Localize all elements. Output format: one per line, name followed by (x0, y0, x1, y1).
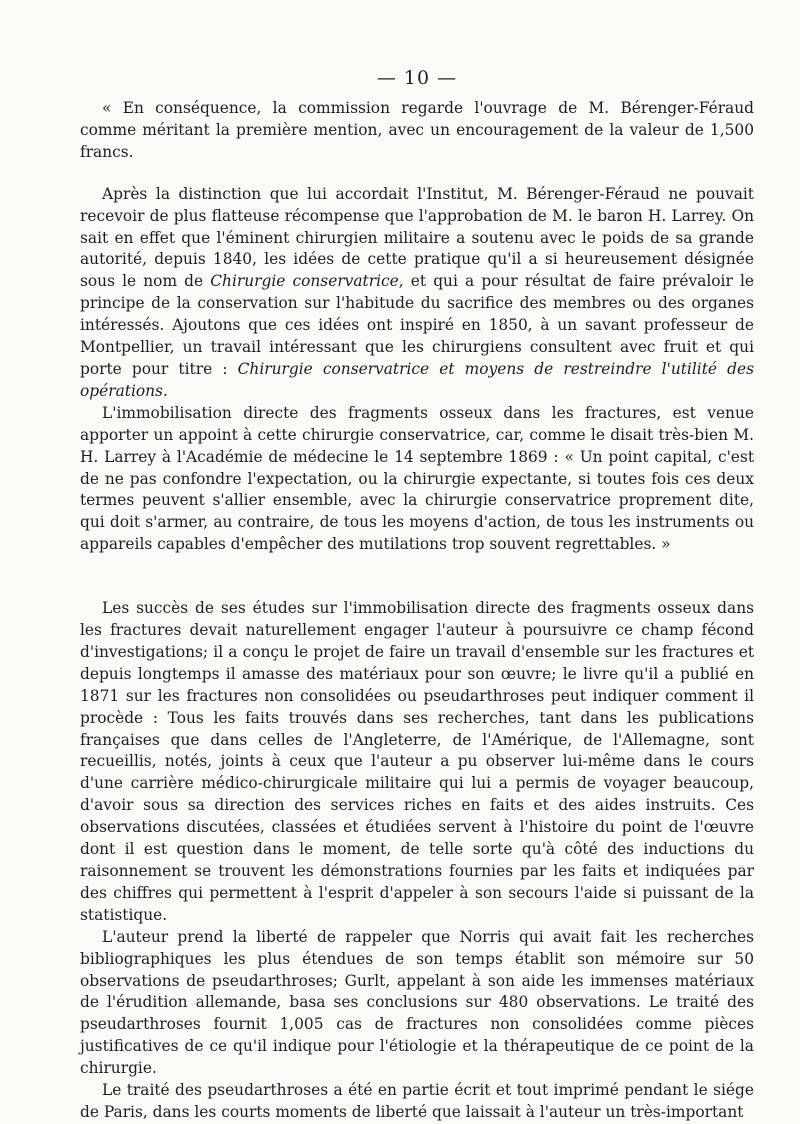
paragraph-distinction-text-1: Après la distinction que lui accordait l'Institut, M. Bérenger-Féraud ne pouvait recevoir de plus flatteuse récompense que l'approbation de M. le baron H. Larrey. On sait en effet que l'éminent chirurgien militaire a soutenu avec le poids de sa grande autorité, depuis 1840, les idées de cette pratique qu'il a si heureusement désignée sous le nom de (80, 184, 754, 291)
paragraph-norris: L'auteur prend la liberté de rappeler que Norris qui avait fait les recherches bibliographiques les plus étendues de son temps établit son mémoire sur 50 observations de pseudarthroses; Gurlt, appelant à son aide les immenses matériaux de l'érudition allemande, basa ses conclusions sur 480 observations. Le traité des pseudarthroses fournit 1,005 cas de fractures non consolidées comme pièces justificatives de ce qu'il indique pour l'étiologie et la thérapeutique de ce point de la chirurgie. (80, 927, 754, 1078)
paragraph-distinction-text-2: , et qui a pour résultat de faire prévaloir le principe de la conservation sur l'habitude du sacrifice des membres ou des organes intéressés. Ajoutons que ces idées ont inspiré en 1850, à un savant professeur de Montpellier, un travail intéressant que les chirurgiens consultent avec fruit et qui porte pour titre : (80, 272, 754, 378)
paragraph-succes: Les succès de ses études sur l'immobilisation directe des fragments osseux dans les fractures devait naturellement engager l'auteur à poursuivre ce champ fécond d'investigations; il a conçu le projet de faire un travail d'ensemble sur les fractures et depuis longtemps il amasse des matériaux pour son œuvre; le livre qu'il a publié en 1871 sur les fractures non consolidées ou pseudarthroses peut indiquer comment il procède : Tous les faits trouvés dans ses recherches, tant dans les publications françaises que dans celles de l'Angleterre, de l'Amérique, de l'Allemagne, sont recueillis, notés, joints à ceux que l'auteur a pu observer lui-même dans le cours d'une carrière médico-chirurgicale militaire qui lui a permis de voyager beaucoup, d'avoir sous sa direction des services riches en faits et des aides instruits. Ces observations discutées, classées et étudiées servent à l'histoire du point de l'œuvre dont il est question dans le moment, de telle sorte qu'à côté des inductions du raisonnement se trouvent les démonstrations fournies par les faits et indiquées par des chiffres qui permettent à l'esprit d'appeler à son secours l'aide si puissant de la statistique. (80, 599, 754, 924)
paragraph-immobilisation: L'immobilisation directe des fragments osseux dans les fractures, est venue apporter un appoint à cette chirurgie conservatrice, car, comme le disait très-bien M. H. Larrey à l'Académie de médecine le 14 septembre 1869 : « Un point capital, c'est de ne pas confondre l'expectation, ou la chirurgie expectante, si toutes fois ces deux termes peuvent s'allier ensemble, avec la chirurgie conservatrice proprement dite, qui doit s'armer, au contraire, de tous les moyens d'action, de tous les instruments ou appareils capables d'empêcher des mutilations trop souvent regrettables. » (80, 403, 754, 554)
paragraph-distinction (80, 184, 754, 403)
italic-title: Chirurgie conservatrice et moyens de restreindre l'utilité des opérations. (80, 359, 754, 400)
page-number: — 10 — (376, 67, 458, 89)
paragraph-commission: « En conséquence, la commission regarde l'ouvrage de M. Bérenger-Féraud comme méritant la première mention, avec un encouragement de la valeur de 1,500 francs. (80, 99, 754, 161)
paragraph-traite: Le traité des pseudarthroses a été en partie écrit et tout imprimé pendant le siége de Paris, dans les courts moments de liberté que laissait à l'auteur un très-important (80, 1081, 754, 1121)
italic-term: Chirurgie conservatrice (210, 272, 399, 291)
